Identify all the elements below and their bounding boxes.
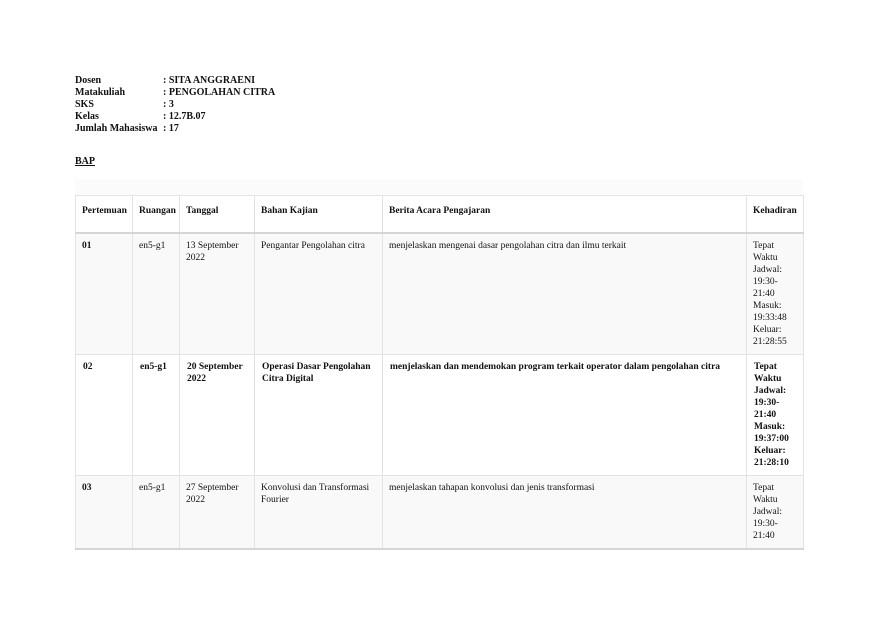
table-row [76, 233, 804, 355]
info-label: SKS [75, 99, 94, 110]
info-label: Kelas [75, 111, 99, 122]
info-row-dosen [75, 75, 275, 87]
cell-ruangan: en5-g1 [133, 233, 180, 355]
cell-tanggal: 27 September 2022 [180, 476, 255, 550]
attendance-status: Tepat Waktu [753, 241, 778, 263]
info-row-kelas [75, 111, 275, 123]
bap-table [75, 195, 804, 550]
cell-pertemuan: 03 [76, 476, 133, 550]
info-row-jumlah-mahasiswa [75, 123, 275, 135]
course-info [75, 75, 275, 135]
cell-ruangan: en5-g1 [133, 476, 180, 550]
header-bahan-kajian: Bahan Kajian [255, 196, 383, 234]
info-row-sks [75, 99, 275, 111]
info-label: Dosen [75, 75, 102, 86]
header-kehadiran: Kehadiran [747, 196, 804, 234]
attendance-masuk: Masuk: 19:33:48 [753, 301, 787, 323]
header-ruangan: Ruangan [133, 196, 180, 234]
attendance-status: Tepat Waktu [753, 483, 778, 505]
attendance-keluar: Keluar: 21:28:55 [753, 325, 787, 347]
cell-berita-acara: menjelaskan dan mendemokan program terkait operator dalam pengolahan citra [383, 355, 747, 476]
attendance-keluar: Keluar: 21:28:10 [754, 446, 789, 468]
cell-kehadiran [747, 355, 804, 476]
table-header-row [76, 196, 804, 234]
table-row [76, 355, 804, 476]
cell-kehadiran [747, 476, 804, 550]
info-value: : PENGOLAHAN CITRA [163, 87, 276, 98]
attendance-status: Tepat Waktu [754, 362, 782, 384]
info-row-matakuliah [75, 87, 275, 99]
attendance-jadwal: Jadwal: 19:30-21:40 [753, 265, 783, 299]
cell-pertemuan: 01 [76, 233, 133, 355]
table-row [76, 476, 804, 550]
table-top-bar [75, 179, 802, 195]
attendance-jadwal: Jadwal: 19:30-21:40 [754, 386, 787, 420]
cell-tanggal: 20 September 2022 [180, 355, 255, 476]
cell-ruangan: en5-g1 [133, 355, 180, 476]
header-berita-acara: Berita Acara Pengajaran [383, 196, 747, 234]
info-value: : 12.7B.07 [163, 111, 206, 122]
cell-kehadiran [747, 233, 804, 355]
cell-berita-acara: menjelaskan mengenai dasar pengolahan citra dan ilmu terkait [383, 233, 747, 355]
section-title-bap: BAP [75, 156, 95, 167]
attendance-jadwal: Jadwal: 19:30-21:40 [753, 507, 783, 541]
info-value: : SITA ANGGRAENI [163, 75, 256, 86]
cell-pertemuan: 02 [76, 355, 133, 476]
cell-tanggal: 13 September 2022 [180, 233, 255, 355]
attendance-masuk: Masuk: 19:37:00 [754, 422, 789, 444]
info-value: : 17 [163, 123, 179, 134]
cell-berita-acara: menjelaskan tahapan konvolusi dan jenis transformasi [383, 476, 747, 550]
header-pertemuan: Pertemuan [76, 196, 133, 234]
info-label: Matakuliah [75, 87, 126, 98]
header-tanggal: Tanggal [180, 196, 255, 234]
info-label: Jumlah Mahasiswa [75, 123, 158, 134]
info-value: : 3 [163, 99, 174, 110]
cell-bahan-kajian: Konvolusi dan Transformasi Fourier [255, 476, 383, 550]
cell-bahan-kajian: Pengantar Pengolahan citra [255, 233, 383, 355]
cell-bahan-kajian: Operasi Dasar Pengolahan Citra Digital [255, 355, 383, 476]
